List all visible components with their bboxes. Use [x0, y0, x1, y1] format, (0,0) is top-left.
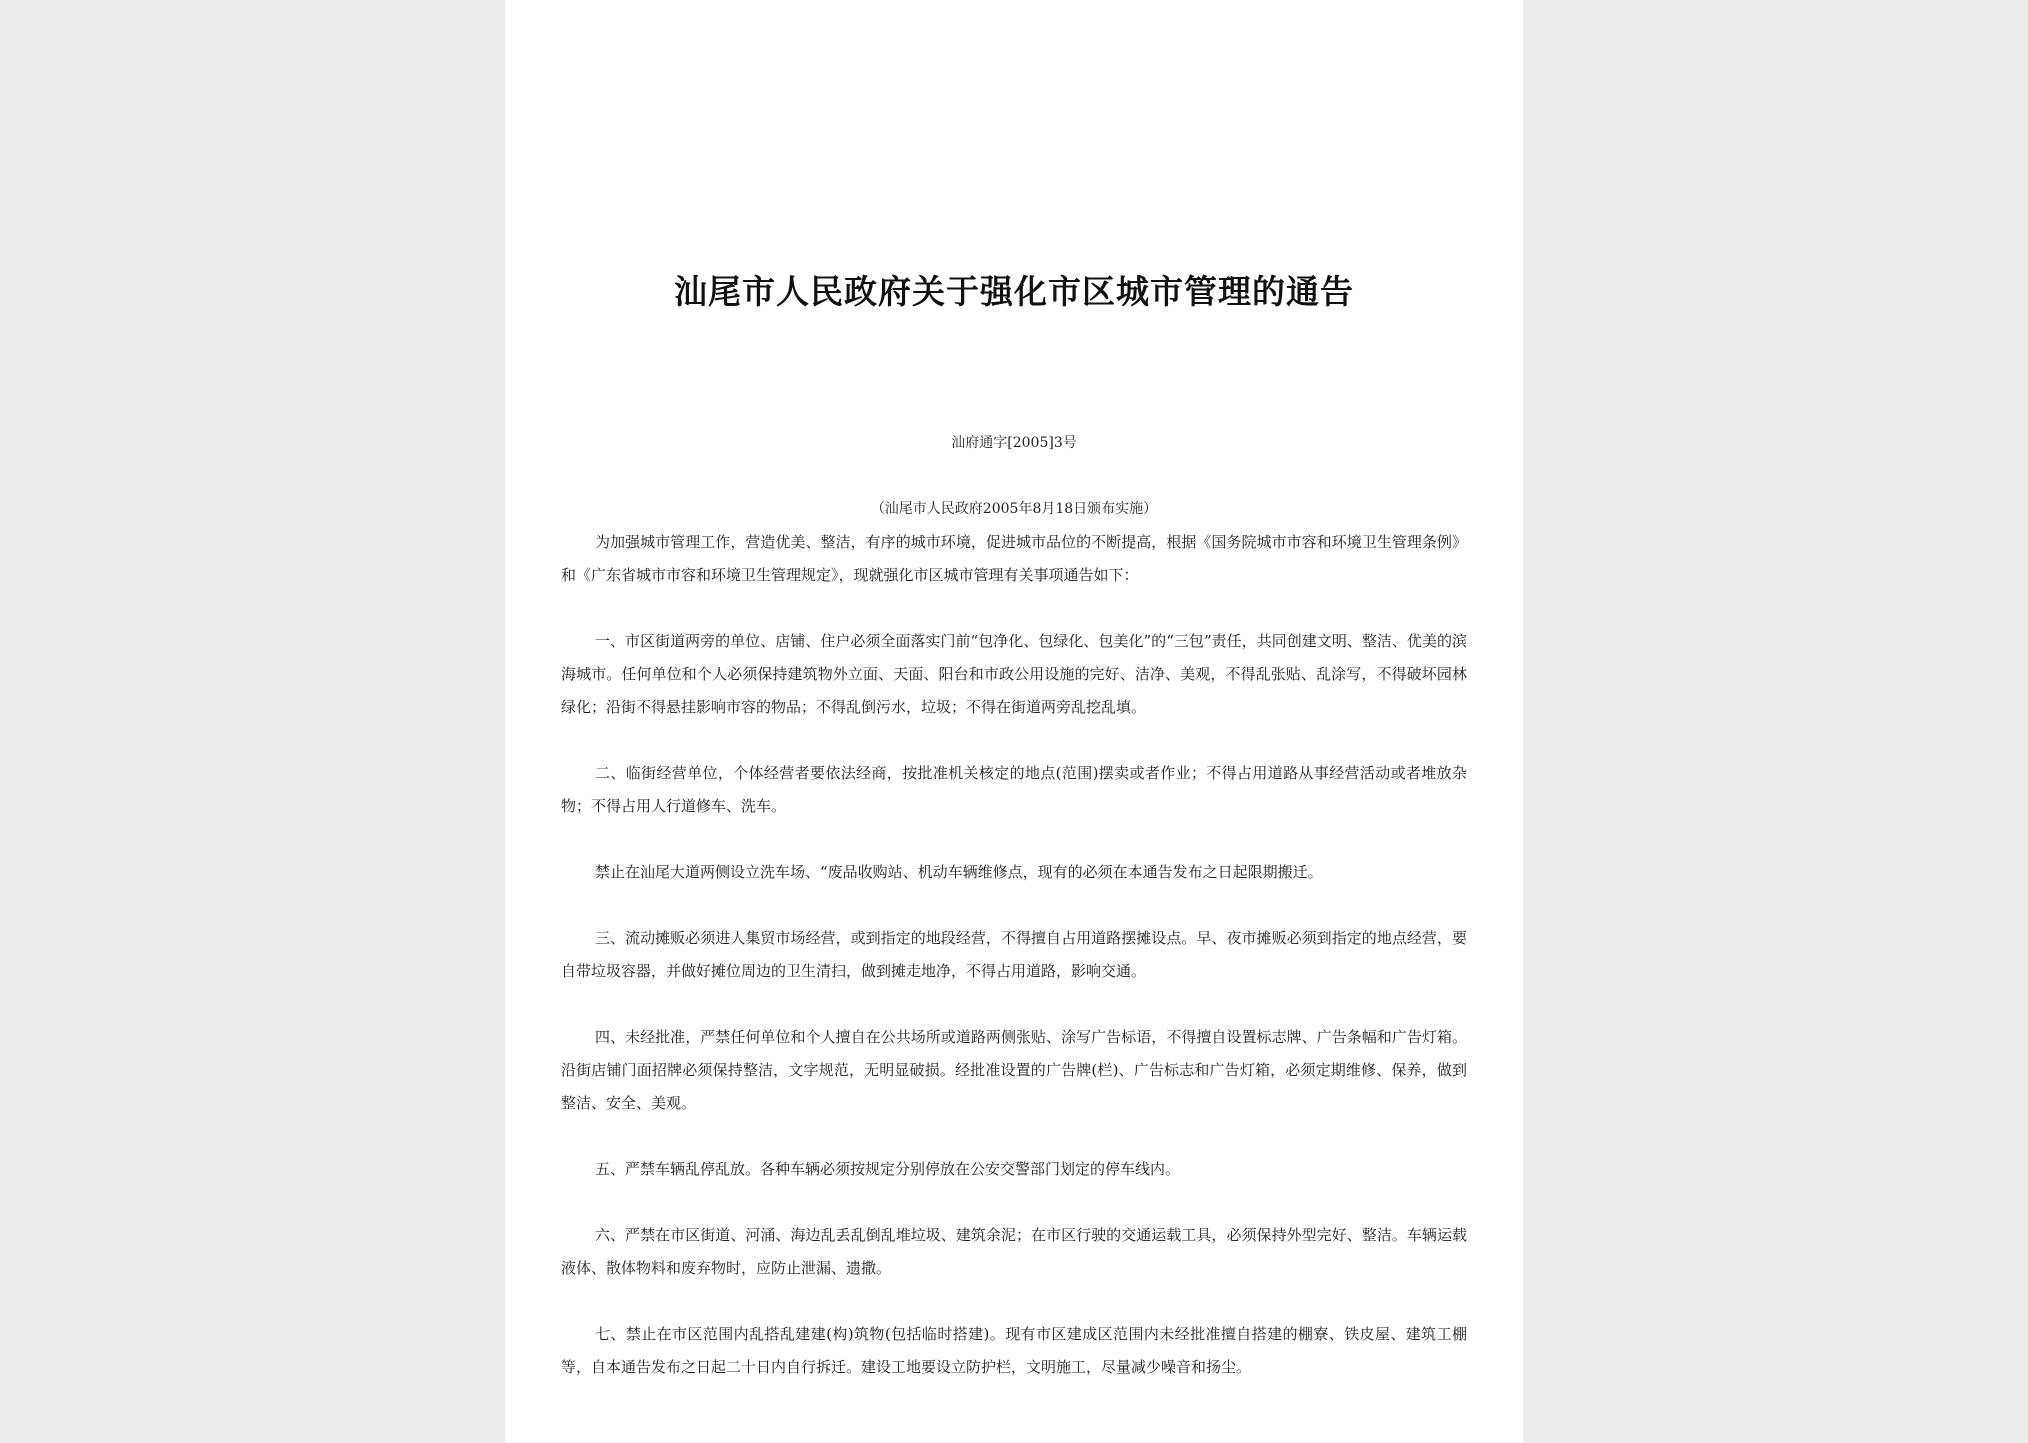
paragraph-clause-5: 五、严禁车辆乱停乱放。各种车辆必须按规定分别停放在公安交警部门划定的停车线内。 — [595, 1160, 1181, 1178]
document-body — [561, 526, 1467, 1384]
paragraph-clause-1: 一、市区街道两旁的单位、店铺、住户必须全面落实门前“包净化、包绿化、包美化”的“三包”责任，共同创建文明、整洁、优美的滨海城市。任何单位和个人必须保持建筑物外立面、天面、阳台和市政公用设施的完好、洁净、美观，不得乱张贴、乱涂写，不得破坏园林绿化；沿街不得悬挂影响市容的物品；不得乱倒污水，垃圾；不得在街道两旁乱挖乱填。 — [561, 632, 1467, 716]
paragraph-clause-2-supplement: 禁止在汕尾大道两侧设立洗车场、“废品收购站、机动车辆维修点，现有的必须在本通告发布之日起限期搬迁。 — [595, 863, 1323, 881]
document-page — [505, 0, 1523, 1443]
paragraph-clause-6: 六、严禁在市区街道、河涌、海边乱丢乱倒乱堆垃圾、建筑余泥；在市区行驶的交通运载工具，必须保持外型完好、整洁。车辆运载液体、散体物料和废弃物时，应防止泄漏、遗撒。 — [561, 1226, 1467, 1277]
paragraph-clause-2: 二、临街经营单位，个体经营者要依法经商，按批准机关核定的地点(范围)摆卖或者作业；不得占用道路从事经营活动或者堆放杂物；不得占用人行道修车、洗车。 — [561, 764, 1467, 815]
document-title: 汕尾市人民政府关于强化市区城市管理的通告 — [674, 272, 1354, 311]
paragraph-clause-7: 七、禁止在市区范围内乱搭乱建建(构)筑物(包括临时搭建)。现有市区建成区范围内未经批准擅自搭建的棚寮、铁皮屋、建筑工棚等，自本通告发布之日起二十日内自行拆迁。建设工地要设立防护栏，文明施工，尽量减少噪音和扬尘。 — [561, 1325, 1467, 1376]
document-number: 汕府通字[2005]3号 — [951, 435, 1077, 451]
paragraph-clause-3: 三、流动摊贩必须进人集贸市场经营，或到指定的地段经营，不得擅自占用道路摆摊设点。早、夜市摊贩必须到指定的地点经营，要自带垃圾容器，并做好摊位周边的卫生清扫，做到摊走地净，不得占用道路，影响交通。 — [561, 929, 1467, 980]
paragraph-clause-4: 四、未经批准，严禁任何单位和个人擅自在公共场所或道路两侧张贴、涂写广告标语，不得擅自设置标志牌、广告条幅和广告灯箱。沿街店铺门面招牌必须保持整洁，文字规范，无明显破损。经批准设置的广告牌(栏)、广告标志和广告灯箱，必须定期维修、保养，做到整洁、安全、美观。 — [561, 1028, 1467, 1112]
promulgation-note: （汕尾市人民政府2005年8月18日颁布实施） — [870, 501, 1158, 517]
paragraph-preamble: 为加强城市管理工作，营造优美、整洁，有序的城市环境，促进城市品位的不断提高，根据《国务院城市市容和环境卫生管理条例》和《广东省城市市容和环境卫生管理规定》，现就强化市区城市管理有关事项通告如下： — [561, 533, 1467, 584]
